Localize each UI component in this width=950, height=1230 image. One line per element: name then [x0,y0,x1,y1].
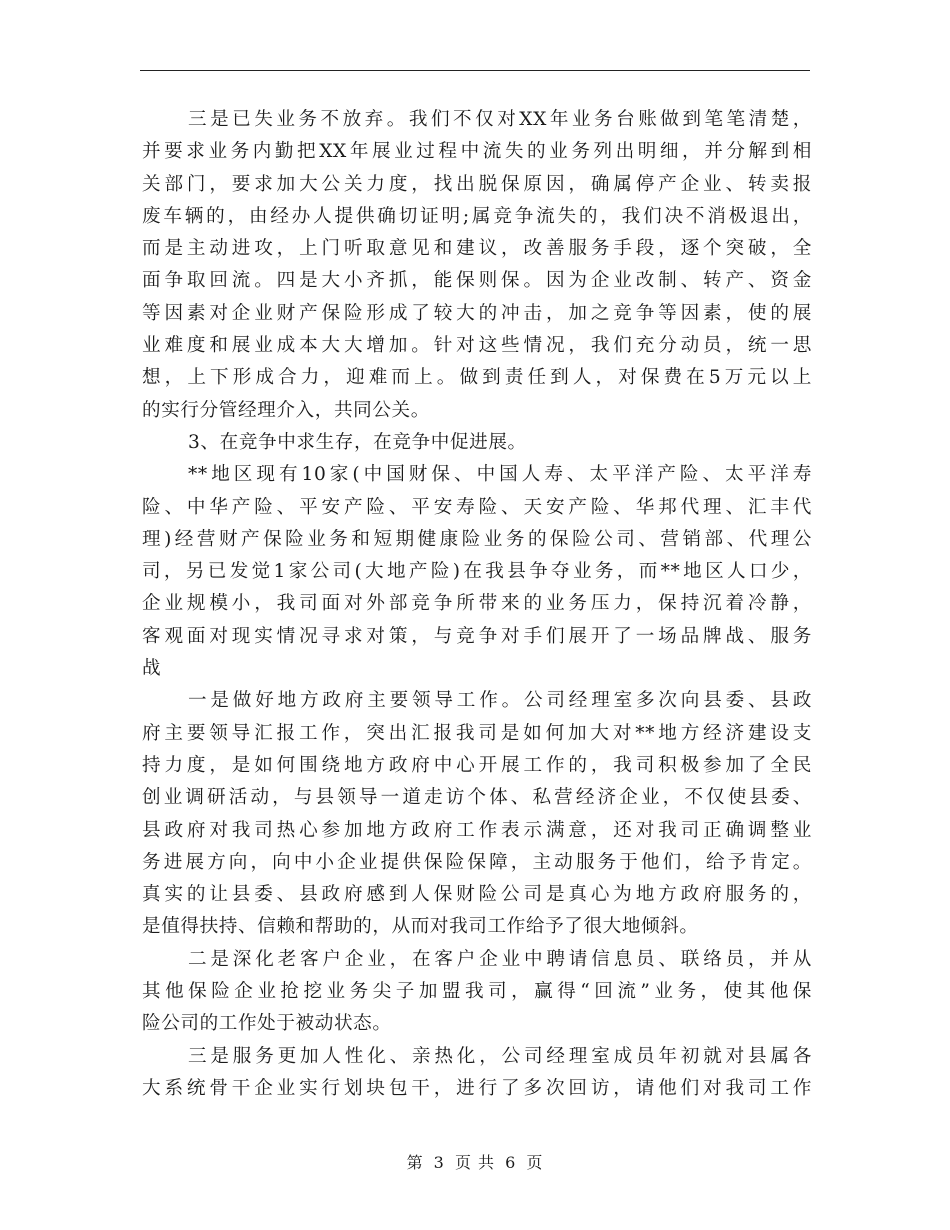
document-body [142,104,812,1105]
page-footer [0,1153,950,1173]
text-line: 县政府对我司热心参加地方政府工作表示满意，还对我司正确调整业 [142,819,812,841]
paragraph [142,1041,812,1106]
text-line: 等因素对企业财产保险形成了较大的冲击，加之竞争等因素，使的展 [142,302,812,324]
text-line: 关部门，要求加大公关力度，找出脱保原因，确属停产企业、转卖报 [142,173,812,195]
text-line: 险、中华产险、平安产险、平安寿险、天安产险、华邦代理、汇丰代 [142,496,812,518]
text-line: 战 [142,658,162,680]
text-line: 大系统骨干企业实行划块包干，进行了多次回访，请他们对我司工作 [142,1077,812,1099]
text-line: 持力度，是如何围绕地方政府中心开展工作的，我司积极参加了全民 [142,754,812,776]
text-line: 并要求业务内勤把XX年展业过程中流失的业务列出明细，并分解到相 [142,141,812,163]
paragraph [142,104,812,427]
total-pages: 6 [505,1153,517,1172]
text-line: 3、在竞争中求生存，在竞争中促进展。 [188,431,527,453]
text-line: 三是已失业务不放弃。我们不仅对XX年业务台账做到笔笔清楚， [188,109,812,130]
text-line: 险公司的工作处于被动状态。 [142,1013,392,1035]
text-line: 废车辆的，由经办人提供确切证明;属竞争流失的，我们决不消极退出， [142,205,812,227]
text-line: 想，上下形成合力，迎难而上。做到责任到人，对保费在5万元以上 [142,367,812,389]
text-line: 真实的让县委、县政府感到人保财险公司是真心为地方政府服务的， [142,884,812,906]
text-line: 务进展方向，向中小企业提供保险保障，主动服务于他们，给予肯定。 [142,851,812,873]
paragraph [142,685,812,943]
text-line: 是值得扶持、信赖和帮助的，从而对我司工作给予了很大地倾斜。 [142,916,699,938]
footer-suffix: 页 [526,1153,544,1172]
section-heading [142,427,812,459]
text-line: 司，另已发觉1家公司(大地产险)在我县争夺业务，而**地区人口少， [142,561,812,583]
text-line: 业难度和展业成本大大增加。针对这些情况，我们充分动员，统一思 [142,335,812,357]
text-line: **地区现有10家(中国财保、中国人寿、太平洋产险、太平洋寿 [188,464,812,486]
text-line: 府主要领导汇报工作，突出汇报我司是如何加大对**地方经济建设支 [142,722,812,744]
text-line: 的实行分管经理介入，共同公关。 [142,399,430,421]
text-line: 一是做好地方政府主要领导工作。公司经理室多次向县委、县政 [188,690,812,712]
text-line: 客观面对现实情况寻求对策，与竞争对手们展开了一场品牌战、服务 [142,625,812,647]
text-line: 其他保险企业抢挖业务尖子加盟我司，赢得“回流”业务，使其他保 [142,981,812,1003]
header-rule [140,70,810,71]
text-line: 三是服务更加人性化、亲热化，公司经理室成员年初就对县属各 [188,1045,812,1067]
text-line: 面争取回流。四是大小齐抓，能保则保。因为企业改制、转产、资金 [142,270,812,292]
text-line: 而是主动进攻，上门听取意见和建议，改善服务手段，逐个突破，全 [142,238,812,260]
footer-middle: 页 共 [454,1153,496,1172]
text-line: 创业调研活动，与县领导一道走访个体、私营经济企业，不仅使县委、 [142,787,812,809]
text-line: 理)经营财产保险业务和短期健康险业务的保险公司、营销部、代理公 [142,528,812,550]
footer-prefix: 第 [406,1153,424,1172]
paragraph [142,944,812,1041]
text-line: 企业规模小，我司面对外部竞争所带来的业务压力，保持沉着冷静， [142,593,812,615]
page-number: 3 [433,1153,445,1172]
paragraph [142,459,812,685]
text-line: 二是深化老客户企业，在客户企业中聘请信息员、联络员，并从 [188,948,812,970]
